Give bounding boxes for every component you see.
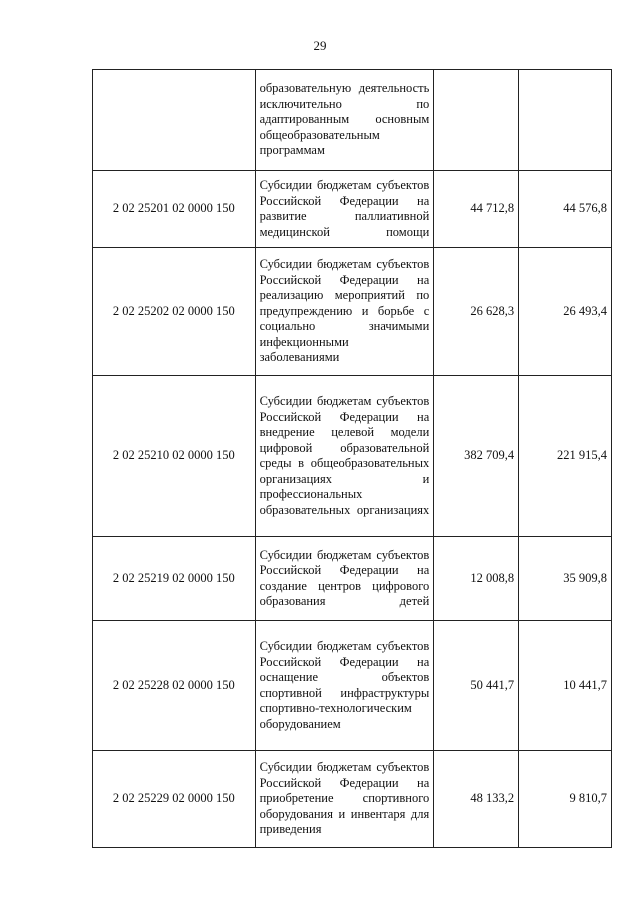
amount-cell-1: 48 133,2 <box>434 751 519 848</box>
budget-code-cell: 2 02 25219 02 0000 150 <box>93 537 256 621</box>
budget-code-cell: 2 02 25210 02 0000 150 <box>93 376 256 537</box>
description-cell: образовательную деятельность исключительно по адаптированным основным общеобразовательным программам <box>255 70 434 171</box>
page-number: 29 <box>313 38 327 53</box>
amount-cell-1: 44 712,8 <box>434 171 519 248</box>
budget-code-cell: 2 02 25202 02 0000 150 <box>93 248 256 376</box>
table-row <box>93 537 612 621</box>
description-cell: Субсидии бюджетам субъектов Российской Федерации на создание центров цифрового образования детей <box>255 537 434 621</box>
description-cell: Субсидии бюджетам субъектов Российской Федерации на реализацию мероприятий по предупреждению и борьбе с социально значимыми инфекционными заболеваниями <box>255 248 434 376</box>
table-row <box>93 621 612 751</box>
budget-code-cell: 2 02 25228 02 0000 150 <box>93 621 256 751</box>
amount-cell-2: 44 576,8 <box>519 171 612 248</box>
amount-cell-1: 26 628,3 <box>434 248 519 376</box>
budget-code-cell: 2 02 25201 02 0000 150 <box>93 171 256 248</box>
amount-cell-2: 35 909,8 <box>519 537 612 621</box>
amount-cell-1: 12 008,8 <box>434 537 519 621</box>
description-cell: Субсидии бюджетам субъектов Российской Федерации на развитие паллиативной медицинской помощи <box>255 171 434 248</box>
description-cell: Субсидии бюджетам субъектов Российской Федерации на приобретение спортивного оборудования и инвентаря для приведения <box>255 751 434 848</box>
amount-cell-2: 221 915,4 <box>519 376 612 537</box>
budget-revenue-table <box>92 69 612 848</box>
description-cell: Субсидии бюджетам субъектов Российской Федерации на оснащение объектов спортивной инфраструктуры спортивно-технологическим оборудованием <box>255 621 434 751</box>
table-row <box>93 70 612 171</box>
amount-cell-2: 10 441,7 <box>519 621 612 751</box>
table-row <box>93 171 612 248</box>
amount-cell-1: 382 709,4 <box>434 376 519 537</box>
amount-cell-2: 26 493,4 <box>519 248 612 376</box>
amount-cell-1: 50 441,7 <box>434 621 519 751</box>
table-row <box>93 248 612 376</box>
budget-code-cell: 2 02 25229 02 0000 150 <box>93 751 256 848</box>
table-row <box>93 376 612 537</box>
budget-code-cell <box>93 70 256 171</box>
description-cell: Субсидии бюджетам субъектов Российской Федерации на внедрение целевой модели цифровой образовательной среды в общеобразовательных организациях и профессиональных образовательных организациях <box>255 376 434 537</box>
amount-cell-2: 9 810,7 <box>519 751 612 848</box>
amount-cell-1 <box>434 70 519 171</box>
table-row <box>93 751 612 848</box>
amount-cell-2 <box>519 70 612 171</box>
